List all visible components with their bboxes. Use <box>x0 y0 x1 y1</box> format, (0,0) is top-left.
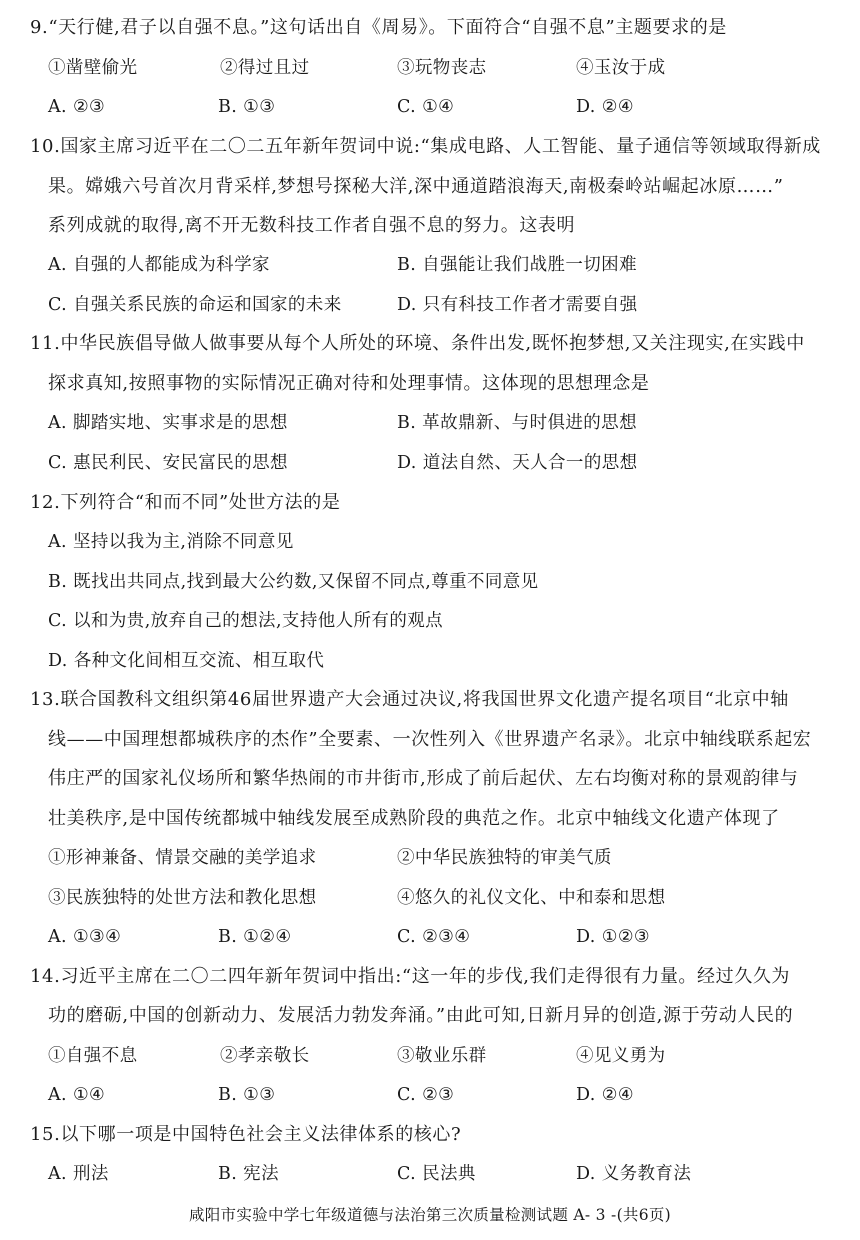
question-text: 联合国教科文组织第46届世界遗产大会通过决议,将我国世界文化遗产提名项目“北京中轴 <box>60 689 789 710</box>
option-a: A. 脚踏实地、实事求是的思想 <box>48 413 288 433</box>
option-a: A. ①④ <box>48 1085 106 1105</box>
question-number: 12. <box>30 492 61 513</box>
question-text: 习近平主席在二〇二四年新年贺词中指出:“这一年的步伐,我们走得很有力量。经过久久为 <box>60 966 791 987</box>
question-text: “天行健,君子以自强不息。”这句话出自《周易》。下面符合“自强不息”主题要求的是 <box>48 17 727 38</box>
option-d: D. 各种文化间相互交流、相互取代 <box>48 651 325 671</box>
option-b: B. ①③ <box>218 1085 276 1105</box>
option-a: A. ①③④ <box>48 927 122 947</box>
option-d: D. 只有科技工作者才需要自强 <box>397 295 638 315</box>
question-text: 下列符合“和而不同”处世方法的是 <box>60 492 341 513</box>
statement-item: ①形神兼备、情景交融的美学追求 <box>48 848 317 868</box>
question-text: 功的磨砺,中国的创新动力、发展活力勃发奔涌。”由此可知,日新月异的创造,源于劳动人民的 <box>48 1005 794 1026</box>
question-text: 伟庄严的国家礼仪场所和繁华热闹的市井街市,形成了前后起伏、左右均衡对称的景观韵律与 <box>48 768 799 789</box>
question-stem <box>30 491 340 515</box>
question-text: 果。嫦娥六号首次月背采样,梦想号探秘大洋,深中通道踏浪海天,南极秦岭站崛起冰原……” <box>48 176 784 197</box>
statement-item: ②中华民族独特的审美气质 <box>397 848 612 868</box>
page-footer: 咸阳市实验中学七年级道德与法治第三次质量检测试题 A- 3 -(共6页) <box>188 1206 672 1224</box>
option-b: B. ①③ <box>218 97 276 117</box>
question-number: 14. <box>30 966 61 987</box>
option-d: D. ①②③ <box>576 927 650 947</box>
question-stem <box>30 1123 461 1147</box>
question-text: 中华民族倡导做人做事要从每个人所处的环境、条件出发,既怀抱梦想,又关注现实,在实践中 <box>60 333 805 354</box>
statement-item: ③敬业乐群 <box>397 1046 487 1066</box>
question-text: 系列成就的取得,离不开无数科技工作者自强不息的努力。这表明 <box>48 215 576 236</box>
option-a: A. 自强的人都能成为科学家 <box>48 255 270 275</box>
option-b: B. 革故鼎新、与时俱进的思想 <box>397 413 637 433</box>
statement-item: ④见义勇为 <box>576 1046 666 1066</box>
option-b: B. 既找出共同点,找到最大公约数,又保留不同点,尊重不同意见 <box>48 572 539 592</box>
question-stem <box>30 332 805 356</box>
option-c: C. ②③ <box>397 1085 455 1105</box>
question-stem <box>30 16 727 40</box>
question-text: 壮美秩序,是中国传统都城中轴线发展至成熟阶段的典范之作。北京中轴线文化遗产体现了 <box>48 808 780 829</box>
option-c: C. ①④ <box>397 97 455 117</box>
option-c: C. 民法典 <box>397 1164 476 1184</box>
statement-item: ②孝亲敬长 <box>220 1046 310 1066</box>
option-d: D. 义务教育法 <box>576 1164 692 1184</box>
question-number: 10. <box>30 136 61 157</box>
question-text: 线——中国理想都城秩序的杰作”全要素、一次性列入《世界遗产名录》。北京中轴线联系起宏 <box>48 729 812 750</box>
statement-item: ④玉汝于成 <box>576 58 666 78</box>
question-number: 15. <box>30 1124 61 1145</box>
statement-item: ②得过且过 <box>220 58 310 78</box>
option-c: C. ②③④ <box>397 927 471 947</box>
option-d: D. ②④ <box>576 1085 634 1105</box>
option-c: C. 惠民利民、安民富民的思想 <box>48 453 288 473</box>
option-b: B. 宪法 <box>218 1164 279 1184</box>
option-a: A. ②③ <box>48 97 106 117</box>
option-a: A. 刑法 <box>48 1164 109 1184</box>
option-d: D. 道法自然、天人合一的思想 <box>397 453 638 473</box>
question-number: 13. <box>30 689 61 710</box>
statement-item: ①自强不息 <box>48 1046 138 1066</box>
statement-item: ③民族独特的处世方法和教化思想 <box>48 888 317 908</box>
question-stem <box>30 135 821 159</box>
question-text: 国家主席习近平在二〇二五年新年贺词中说:“集成电路、人工智能、量子通信等领域取得新成 <box>60 136 821 157</box>
option-b: B. 自强能让我们战胜一切困难 <box>397 255 637 275</box>
question-text: 探求真知,按照事物的实际情况正确对待和处理事情。这体现的思想理念是 <box>48 373 650 394</box>
question-stem <box>30 965 790 989</box>
statement-item: ④悠久的礼仪文化、中和泰和思想 <box>397 888 666 908</box>
statement-item: ③玩物丧志 <box>397 58 487 78</box>
option-a: A. 坚持以我为主,消除不同意见 <box>48 532 294 552</box>
question-number: 9. <box>30 17 49 38</box>
option-d: D. ②④ <box>576 97 634 117</box>
option-c: C. 以和为贵,放弃自己的想法,支持他人所有的观点 <box>48 611 444 631</box>
question-number: 11. <box>30 333 61 354</box>
question-text: 以下哪一项是中国特色社会主义法律体系的核心? <box>60 1124 462 1145</box>
option-c: C. 自强关系民族的命运和国家的未来 <box>48 295 342 315</box>
question-stem <box>30 688 789 712</box>
statement-item: ①凿壁偷光 <box>48 58 138 78</box>
option-b: B. ①②④ <box>218 927 292 947</box>
